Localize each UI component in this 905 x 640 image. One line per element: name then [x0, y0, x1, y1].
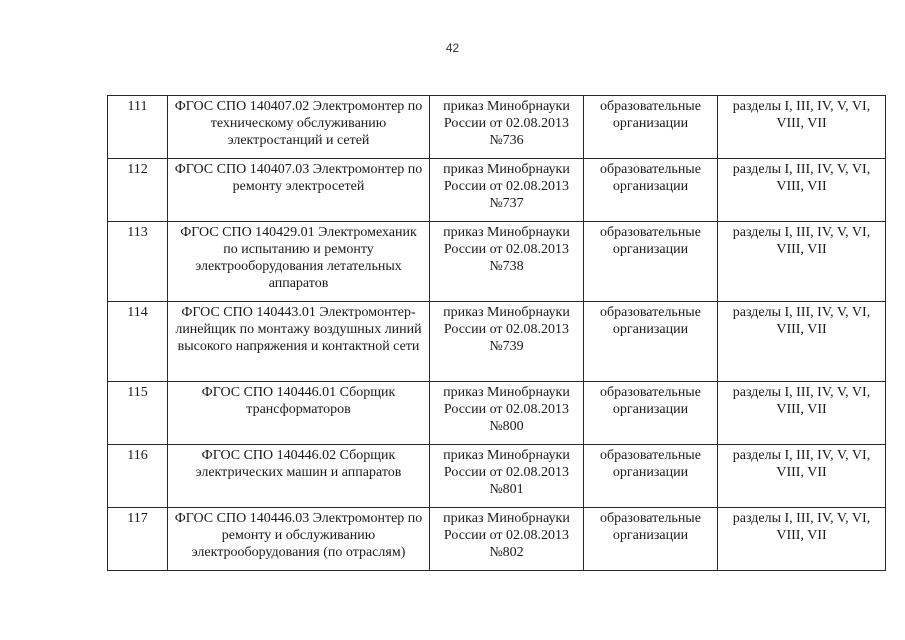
sections: разделы I, III, IV, V, VI, VIII, VII: [718, 159, 886, 222]
order-reference: приказ Минобрнауки России от 02.08.2013 №800: [430, 382, 584, 445]
sections: разделы I, III, IV, V, VI, VIII, VII: [718, 382, 886, 445]
sections: разделы I, III, IV, V, VI, VIII, VII: [718, 96, 886, 159]
organizations: образовательные организации: [584, 159, 718, 222]
standard-name: ФГОС СПО 140443.01 Электромонтер-линейщик по монтажу воздушных линий высокого напряжения и контактной сети: [168, 302, 430, 382]
row-number: 113: [108, 222, 168, 302]
row-number: 117: [108, 508, 168, 571]
row-number: 111: [108, 96, 168, 159]
standard-name: ФГОС СПО 140446.02 Сборщик электрических машин и аппаратов: [168, 445, 430, 508]
standard-name: ФГОС СПО 140407.03 Электромонтер по ремонту электросетей: [168, 159, 430, 222]
organizations: образовательные организации: [584, 222, 718, 302]
organizations: образовательные организации: [584, 96, 718, 159]
standards-table: [107, 95, 886, 571]
row-number: 116: [108, 445, 168, 508]
order-reference: приказ Минобрнауки России от 02.08.2013 №739: [430, 302, 584, 382]
sections: разделы I, III, IV, V, VI, VIII, VII: [718, 445, 886, 508]
order-reference: приказ Минобрнауки России от 02.08.2013 №736: [430, 96, 584, 159]
organizations: образовательные организации: [584, 302, 718, 382]
order-reference: приказ Минобрнауки России от 02.08.2013 №738: [430, 222, 584, 302]
sections: разделы I, III, IV, V, VI, VIII, VII: [718, 302, 886, 382]
standard-name: ФГОС СПО 140407.02 Электромонтер по техническому обслуживанию электростанций и сетей: [168, 96, 430, 159]
standard-name: ФГОС СПО 140446.01 Сборщик трансформаторов: [168, 382, 430, 445]
sections: разделы I, III, IV, V, VI, VIII, VII: [718, 222, 886, 302]
order-reference: приказ Минобрнауки России от 02.08.2013 №801: [430, 445, 584, 508]
organizations: образовательные организации: [584, 445, 718, 508]
table-row: [108, 96, 886, 159]
organizations: образовательные организации: [584, 382, 718, 445]
sections: разделы I, III, IV, V, VI, VIII, VII: [718, 508, 886, 571]
table-row: [108, 222, 886, 302]
standard-name: ФГОС СПО 140446.03 Электромонтер по ремонту и обслуживанию электрооборудования (по отраслям): [168, 508, 430, 571]
order-reference: приказ Минобрнауки России от 02.08.2013 №802: [430, 508, 584, 571]
table-row: [108, 445, 886, 508]
standard-name: ФГОС СПО 140429.01 Электромеханик по испытанию и ремонту электрооборудования летательных аппаратов: [168, 222, 430, 302]
table-row: [108, 159, 886, 222]
row-number: 114: [108, 302, 168, 382]
organizations: образовательные организации: [584, 508, 718, 571]
row-number: 115: [108, 382, 168, 445]
table-row: [108, 382, 886, 445]
table-row: [108, 302, 886, 382]
page-number: 42: [445, 41, 460, 55]
table-row: [108, 508, 886, 571]
row-number: 112: [108, 159, 168, 222]
order-reference: приказ Минобрнауки России от 02.08.2013 №737: [430, 159, 584, 222]
